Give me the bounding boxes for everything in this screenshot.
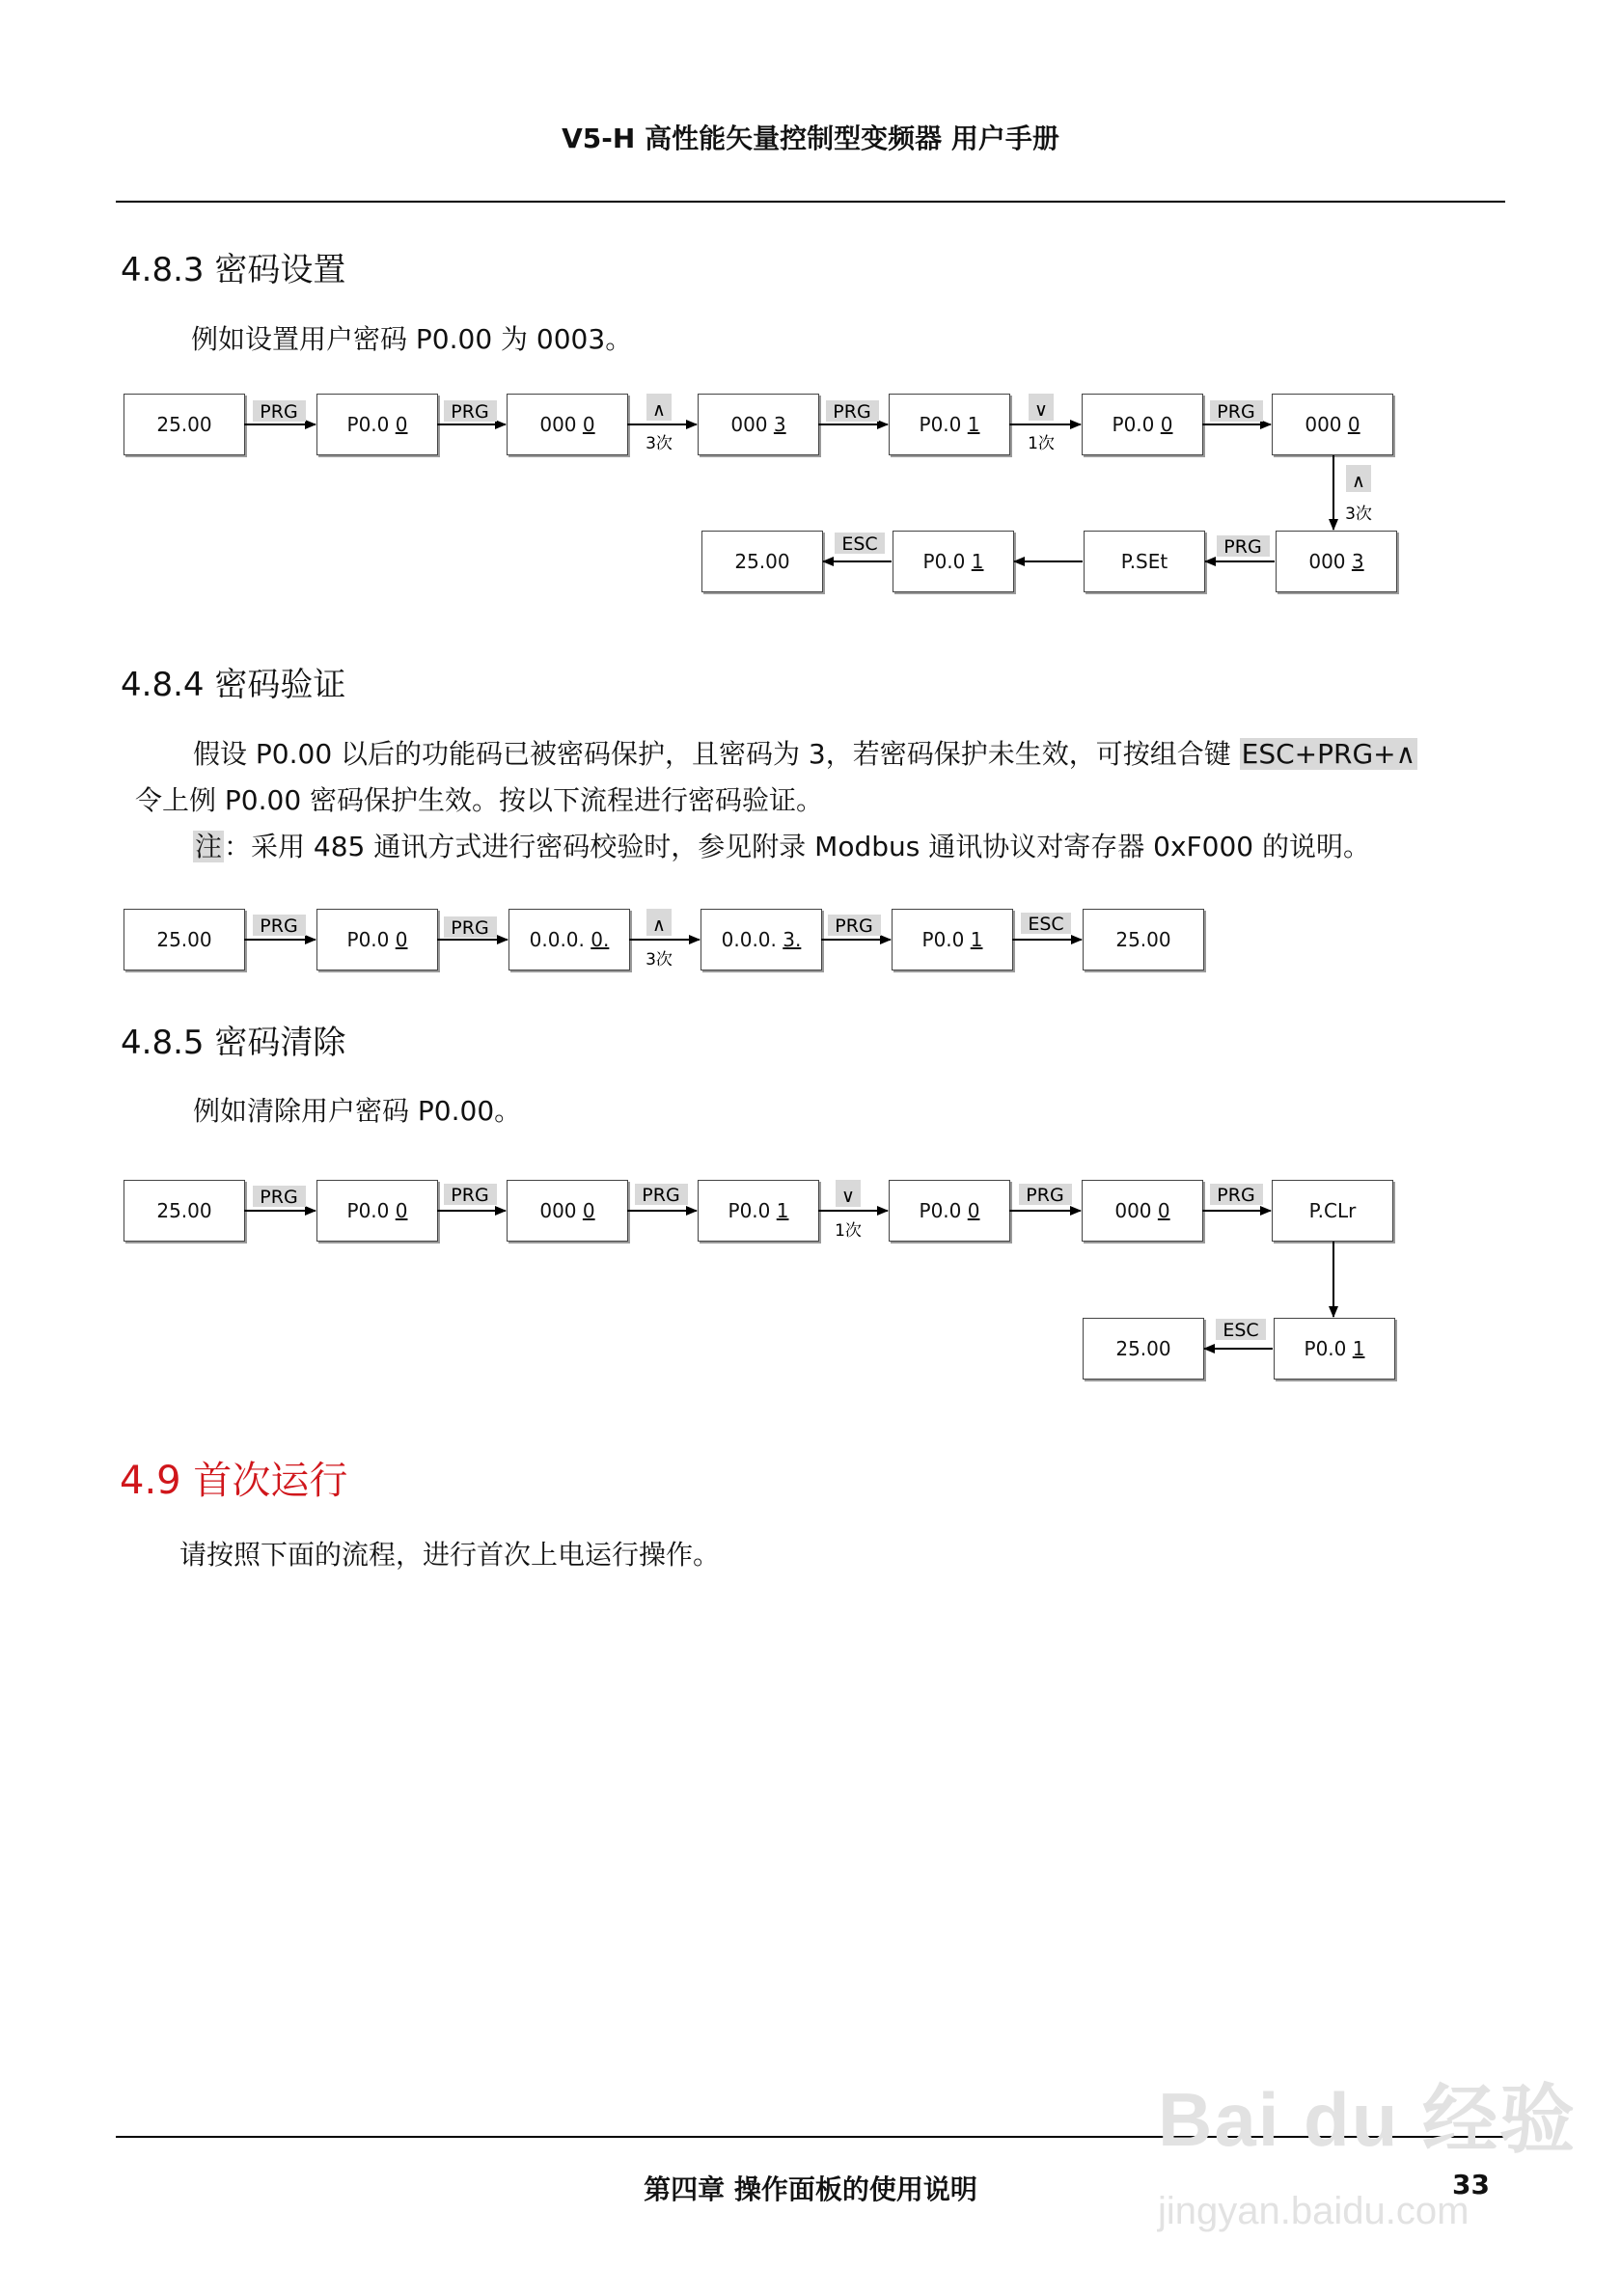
flow1-display-box-4: 000 3 [698,394,819,455]
flow2-key-prg-2: PRG [451,917,489,939]
flow3-key-esc-1: ESC [1223,1320,1259,1341]
flow3-display-box-6: 000 0 [1082,1180,1203,1242]
flow1-display-box-10: P0.0 1 [893,531,1014,592]
section-4-8-3-intro: 例如设置用户密码 P0.00 为 0003。 [191,323,633,355]
note-label: 注 [195,831,223,862]
flow1-count-3x-2: 3次 [1345,505,1372,524]
flow1-display-box-5: P0.0 1 [889,394,1010,455]
combo-keys-highlight: ESC+PRG+∧ [1241,738,1416,770]
flow2-display-box-2: P0.0 0 [316,909,438,970]
flow1-display-box-2: P0.0 0 [316,394,438,455]
flow2-key-prg-1: PRG [260,916,298,937]
flow2-display-box-6: 25.00 [1083,909,1204,970]
section-4-8-4-para1-text: 假设 P0.00 以后的功能码已被密码保护，且密码为 3，若密码保护未生效，可按组合键 [193,738,1240,770]
flow3-display-box-4: P0.0 1 [698,1180,819,1242]
flow1-key-prg-2: PRG [451,401,489,423]
section-title-4-8-3: 4.8.3 密码设置 [121,251,346,289]
watermark-url: jingyan.baidu.com [1158,2190,1470,2232]
flow1-display-box-7: 000 0 [1272,394,1393,455]
section-title-4-8-5: 4.8.5 密码清除 [121,1024,346,1062]
flow3-display-box-5: P0.0 0 [889,1180,1010,1242]
flow3-key-prg-4: PRG [1026,1185,1064,1206]
flow1-key-prg-1: PRG [260,401,298,423]
flow1-key-up-1: ∧ [652,399,666,421]
flow1-key-esc-1: ESC [841,533,878,555]
flow2-display-box-1: 25.00 [124,909,245,970]
note-text: ：采用 485 通讯方式进行密码校验时，参见附录 Modbus 通讯协议对寄存器 0xF000 的说明。 [224,831,1370,862]
flow1-key-prg-4: PRG [1217,401,1255,423]
flow1-display-box-1: 25.00 [124,394,245,455]
flow3-display-box-9: 25.00 [1083,1318,1204,1380]
flow3-key-prg-1: PRG [260,1187,298,1208]
flow1-display-box-11: 25.00 [701,531,823,592]
section-4-8-4-para1-cont: 令上例 P0.00 密码保护生效。按以下流程进行密码验证。 [135,784,824,816]
flow1-display-box-9: P.SEt [1084,531,1205,592]
flow3-display-box-2: P0.0 0 [316,1180,438,1242]
section-4-9-intro: 请按照下面的流程，进行首次上电运行操作。 [179,1539,721,1571]
flow2-display-box-4: 0.0.0. 3. [701,909,822,970]
flow2-count-3x-1: 3次 [646,950,673,970]
footer-chapter-title: 第四章 操作面板的使用说明 [644,2173,977,2205]
section-title-4-8-4: 4.8.4 密码验证 [121,666,346,704]
flow3-display-box-7: P.CLr [1272,1180,1393,1242]
flow3-display-box-3: 000 0 [507,1180,628,1242]
flow1-count-3x-1: 3次 [646,434,673,453]
section-title-4-9: 4.9 首次运行 [120,1459,348,1503]
flow2-display-box-3: 0.0.0. 0. [508,909,630,970]
flow3-key-prg-5: PRG [1217,1185,1255,1206]
flow2-key-prg-3: PRG [835,916,873,937]
flow1-display-box-3: 000 0 [507,394,628,455]
flow1-key-prg-5: PRG [1223,536,1262,558]
section-4-8-5-intro: 例如清除用户密码 P0.00。 [193,1095,522,1127]
flow1-key-prg-3: PRG [833,401,871,423]
flow2-display-box-5: P0.0 1 [892,909,1013,970]
flow1-count-1x-1: 1次 [1028,434,1055,453]
flow3-count-1x-1: 1次 [835,1221,862,1241]
flow3-display-box-8: P0.0 1 [1274,1318,1395,1380]
flow1-key-down-1: ∨ [1034,399,1048,421]
watermark-brand-logo: Bai du 经验 [1158,2077,1578,2162]
flow3-key-prg-3: PRG [642,1185,680,1206]
flow3-display-box-1: 25.00 [124,1180,245,1242]
flow2-key-up-1: ∧ [652,915,666,936]
document-header-title: V5-H 高性能矢量控制型变频器 用户手册 [562,123,1059,154]
flow1-display-box-8: 000 3 [1276,531,1397,592]
page-number: 33 [1452,2169,1490,2200]
flow1-key-up-2: ∧ [1352,471,1365,492]
flow3-key-prg-2: PRG [451,1185,489,1206]
flow3-key-down-1: ∨ [841,1186,855,1207]
flow1-display-box-6: P0.0 0 [1082,394,1203,455]
flow2-key-esc-1: ESC [1028,914,1064,935]
